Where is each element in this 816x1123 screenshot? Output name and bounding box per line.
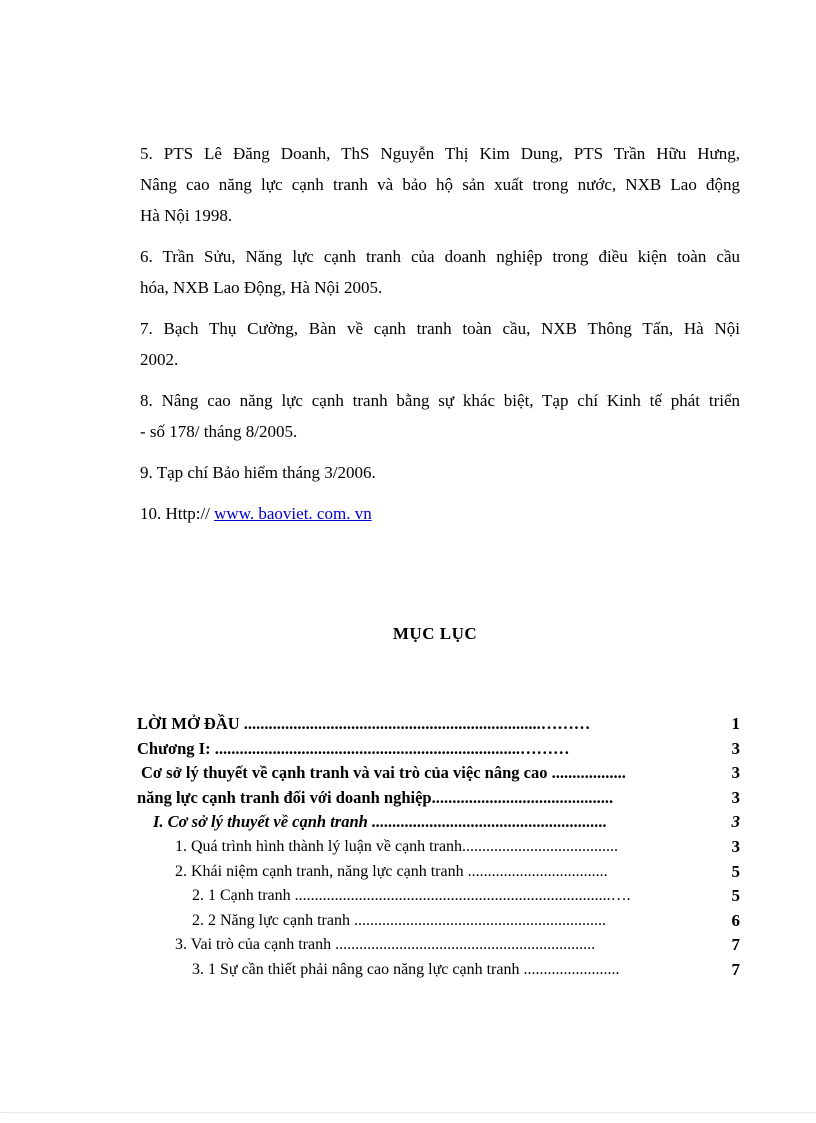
reference-item <box>140 138 740 231</box>
toc-page-number: 3 <box>731 812 740 832</box>
toc-row[interactable] <box>137 835 740 860</box>
toc-row[interactable] <box>137 958 740 983</box>
reference-line: Hà Nội 1998. <box>140 206 233 225</box>
toc-page-number: 6 <box>731 910 740 930</box>
toc-entry-label: I. Cơ sở lý thuyết về cạnh tranh ......................................................... <box>153 812 608 832</box>
toc-page-number: 3 <box>731 738 740 758</box>
toc-entry-label: 2. Khái niệm cạnh tranh, năng lực cạnh tranh ................................... <box>175 862 608 880</box>
reference-line: 7. Bạch Thụ Cường, Bàn về cạnh tranh toàn cầu, NXB Thông Tấn, Hà Nội <box>140 319 740 338</box>
toc-page-number: 3 <box>731 763 740 783</box>
reference-line: 8. Nâng cao năng lực cạnh tranh bằng sự khác biệt, Tạp chí Kinh tế phát triển <box>140 391 740 410</box>
reference-line: 2002. <box>140 350 179 369</box>
toc-entry-label: 1. Quá trình hình thành lý luận về cạnh tranh....................................... <box>175 837 619 855</box>
toc-page-number: 7 <box>731 959 740 979</box>
toc-row[interactable] <box>137 933 740 958</box>
toc-entry-label: năng lực cạnh tranh đối với doanh nghiệp............................................ <box>137 787 614 807</box>
toc-entry-label: 2. 2 Năng lực cạnh tranh ............................................................... <box>192 911 606 929</box>
toc-page-number: 5 <box>731 861 740 881</box>
toc-row[interactable] <box>137 761 740 786</box>
toc-page-number: 5 <box>731 886 740 906</box>
toc-row[interactable] <box>137 712 740 737</box>
reference-line: 6. Trần Sửu, Năng lực cạnh tranh của doanh nghiệp trong điều kiện toàn cầu <box>140 247 740 266</box>
toc-row[interactable] <box>137 810 740 835</box>
reference-line: Nâng cao năng lực cạnh tranh và bảo hộ sản xuất trong nước, NXB Lao động <box>140 175 740 194</box>
reference-item-link <box>140 498 740 529</box>
toc-row[interactable] <box>137 884 740 909</box>
toc-title: MỤC LỤC <box>392 624 478 643</box>
table-of-contents <box>137 712 740 983</box>
reference-item <box>140 313 740 375</box>
toc-page-number: 7 <box>731 935 740 955</box>
toc-row[interactable] <box>137 737 740 762</box>
toc-entry-label: 3. Vai trò của cạnh tranh ................................................................. <box>175 936 596 954</box>
toc-page-number: 3 <box>731 836 740 856</box>
toc-row[interactable] <box>137 909 740 934</box>
toc-page-number: 1 <box>731 714 740 733</box>
reference-item <box>140 385 740 447</box>
toc-entry-label: 3. 1 Sự cần thiết phải nâng cao năng lực cạnh tranh ........................ <box>192 960 620 978</box>
reference-item <box>140 241 740 303</box>
page-bottom-divider <box>0 1112 816 1113</box>
toc-entry-label: LỜI MỞ ĐẦU ........................................................................……… <box>137 714 591 733</box>
reference-line <box>140 498 740 529</box>
baoviet-link[interactable]: www. baoviet. com. vn <box>214 504 372 523</box>
toc-page-number: 3 <box>731 787 740 807</box>
reference-line: 5. PTS Lê Đăng Doanh, ThS Nguyễn Thị Kim Dung, PTS Trần Hữu Hưng, <box>140 144 740 163</box>
reference-item <box>140 457 740 488</box>
toc-row[interactable] <box>137 786 740 811</box>
toc-row[interactable] <box>137 860 740 885</box>
toc-entry-label: Cơ sở lý thuyết về cạnh tranh và vai trò của việc nâng cao .................. <box>141 763 626 783</box>
toc-entry-label: Chương I: ..........................................................................……… <box>137 738 570 758</box>
reference-line: - số 178/ tháng 8/2005. <box>140 422 298 441</box>
reference-link-prefix: 10. Http:// <box>140 504 215 523</box>
references-list <box>140 138 740 539</box>
toc-entry-label: 2. 1 Cạnh tranh ...............................................................................…. <box>192 887 631 905</box>
reference-line: hóa, NXB Lao Động, Hà Nội 2005. <box>140 278 383 297</box>
reference-line: 9. Tạp chí Bảo hiểm tháng 3/2006. <box>140 463 376 482</box>
